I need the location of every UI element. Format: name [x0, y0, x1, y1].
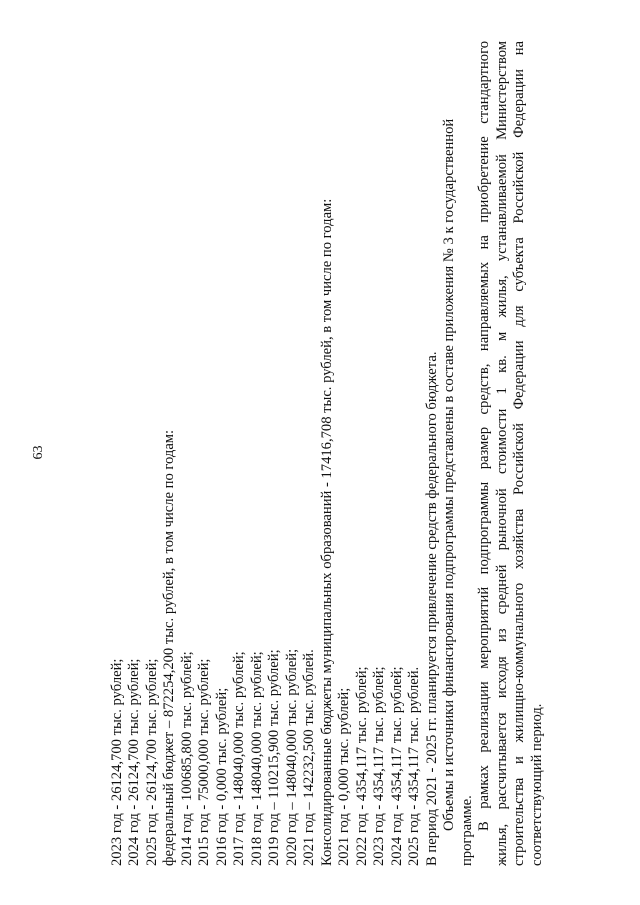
- text-line: 2025 год - 4354,117 тыс. рублей.: [406, 666, 422, 866]
- text-line: 2023 год - 4354,117 тыс. рублей;: [371, 666, 387, 866]
- text-line: федеральный бюджет – 872254,200 тыс. рублей, в том числе по годам:: [161, 429, 177, 866]
- text-line: 2018 год - 148040,000 тыс. рублей;: [249, 651, 265, 866]
- rotated-content: [0, 25, 640, 880]
- text-line: 2025 год - 26124,700 тыс. рублей;: [144, 658, 160, 866]
- text-line: 2019 год – 110215,900 тыс. рублей;: [266, 649, 282, 866]
- text-line: Объемы и источники финансирования подпрограммы представлены в составе приложения № 3 к государственной: [441, 118, 457, 831]
- text-line: 2021 год – 142232,500 тыс. рублей.: [301, 649, 317, 866]
- text-line: 2015 год - 75000,000 тыс. рублей;: [196, 658, 212, 866]
- text-line: программе.: [459, 795, 475, 866]
- text-line: 2014 год - 100685,800 тыс. рублей;: [179, 651, 195, 866]
- text-line: 2020 год – 148040,000 тыс. рублей;: [284, 648, 300, 866]
- text-line: 2021 год - 0,000 тыс. рублей;: [336, 687, 352, 866]
- text-line: Консолидированные бюджеты муниципальных образований - 17416,708 тыс. рублей, в том числе по годам:: [319, 198, 335, 866]
- text-line: 2024 год - 26124,700 тыс. рублей;: [126, 658, 142, 866]
- text-line: 2017 год - 148040,000 тыс. рублей;: [231, 651, 247, 866]
- text-line: В рамках реализации мероприятий подпрограммы размер средств, направляемых на приобретение стандартного: [476, 41, 492, 831]
- text-line: 2023 год - 26124,700 тыс. рублей;: [109, 658, 125, 866]
- text-line: 2016 год - 0,000 тыс. рублей;: [214, 687, 230, 866]
- text-line: жилья, рассчитывается исходя из средней рыночной стоимости 1 кв. м жилья, устанавливаемой Министерством: [494, 41, 510, 866]
- text-line: 2024 год - 4354,117 тыс. рублей;: [389, 666, 405, 866]
- text-line: строительства и жилищно-коммунального хозяйства Российской Федерации для субъекта Российской Федерации на: [511, 41, 527, 866]
- text-line: соответствующий период.: [529, 703, 545, 866]
- text-line: В период 2021 - 2025 гг. планируется привлечение средств федерального бюджета.: [424, 351, 440, 866]
- text-line: 2022 год - 4354,117 тыс. рублей;: [354, 666, 370, 866]
- page-number: 63: [31, 445, 46, 460]
